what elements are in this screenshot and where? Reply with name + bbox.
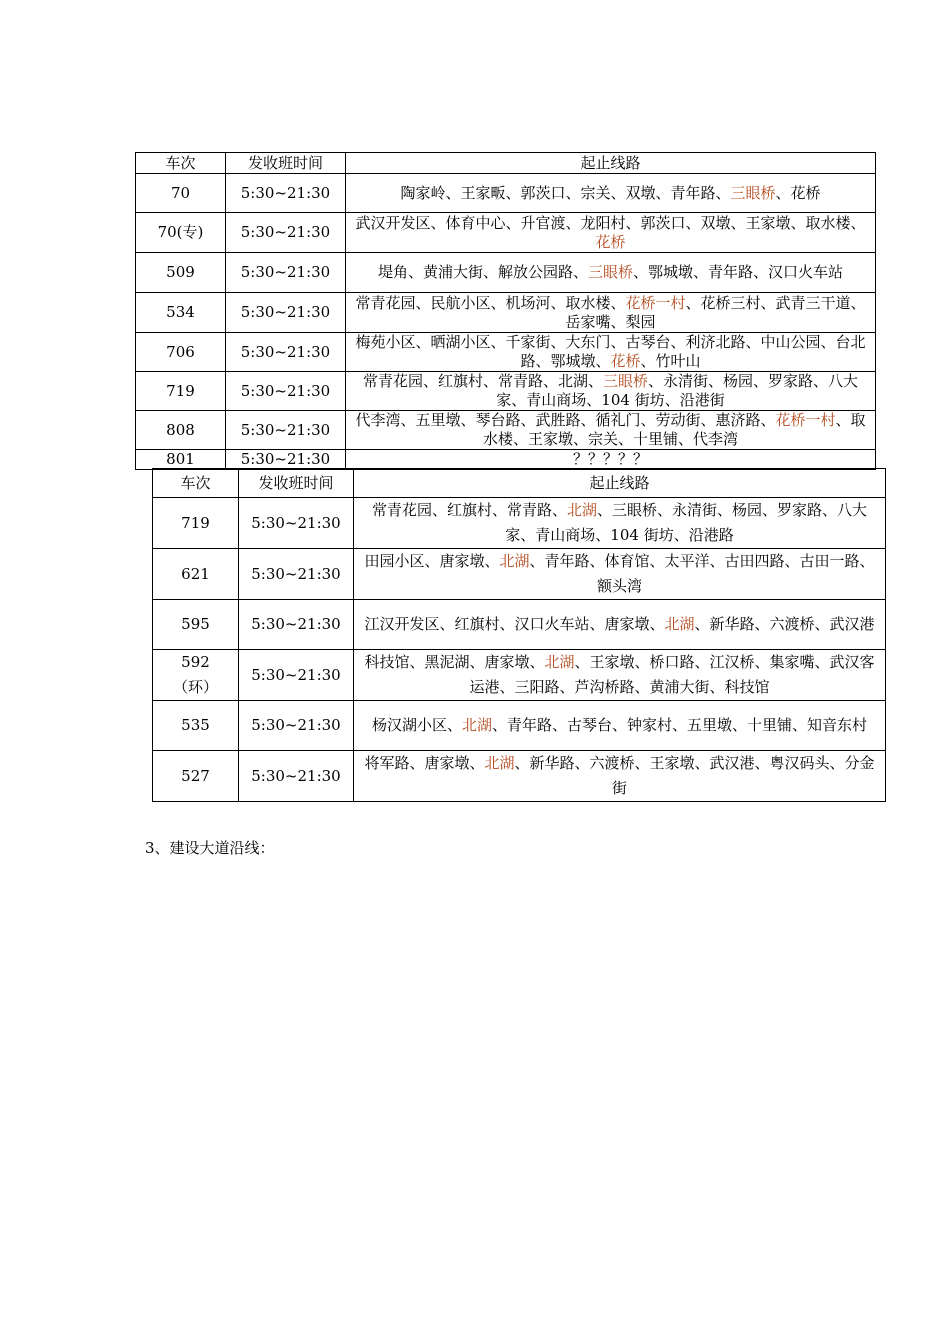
header-time: 发收班时间 — [239, 469, 354, 498]
route-number: 595 — [153, 600, 239, 650]
highlighted-stop: 三眼桥 — [730, 183, 776, 202]
service-time: 5:30~21:30 — [226, 213, 346, 253]
stop-text: 田园小区、唐家墩、 — [364, 552, 500, 570]
highlighted-stop: 三眼桥 — [587, 263, 633, 281]
table-row — [136, 450, 876, 470]
service-time: 5:30~21:30 — [239, 701, 354, 751]
stop-text: 、青年路、古琴台、钟家村、五里墩、十里铺、知音东村 — [492, 716, 868, 734]
service-time: 5:30~21:30 — [239, 600, 354, 650]
stop-text: 、新华路、六渡桥、王家墩、武汉港、粤汉码头、分金街 — [514, 754, 875, 797]
route-stops — [346, 293, 876, 333]
service-time: 5:30~21:30 — [239, 549, 354, 600]
stop-text: 梅苑小区、晒湖小区、千家街、大东门、古琴台、利济北路、中山公园、台北路、鄂城墩、 — [355, 333, 866, 370]
header-route: 车次 — [136, 153, 226, 174]
table-row — [153, 498, 886, 549]
stop-text: 陶家岭、王家畈、郭茨口、宗关、双墩、青年路、 — [400, 183, 731, 202]
service-time: 5:30~21:30 — [226, 372, 346, 411]
route-stops — [346, 450, 876, 470]
service-time: 5:30~21:30 — [226, 450, 346, 470]
stop-text: 杨汉湖小区、 — [371, 716, 462, 734]
table-row — [136, 333, 876, 372]
route-stops — [354, 701, 886, 751]
table-row — [153, 600, 886, 650]
stop-text: 武汉开发区、体育中心、升官渡、龙阳村、郭茨口、双墩、王家墩、取水楼、 — [355, 213, 866, 232]
table-row — [136, 213, 876, 253]
route-number: 592 （环） — [153, 650, 239, 701]
table-row — [153, 650, 886, 701]
stop-text: 将军路、唐家墩、 — [364, 754, 485, 772]
stop-text: 常青花园、红旗村、常青路、北湖、 — [362, 372, 603, 390]
stop-text: 、竹叶山 — [640, 352, 701, 370]
route-stops — [354, 751, 886, 802]
route-stops — [346, 372, 876, 411]
service-time: 5:30~21:30 — [226, 411, 346, 450]
table-body — [153, 498, 886, 802]
route-number: 621 — [153, 549, 239, 600]
stop-text: 科技馆、黑泥湖、唐家墩、 — [364, 653, 545, 671]
route-stops — [346, 411, 876, 450]
header-time: 发收班时间 — [226, 153, 346, 174]
route-number: 719 — [136, 372, 226, 411]
route-number: 509 — [136, 253, 226, 293]
stop-text: ？？？？？ — [572, 450, 648, 468]
table-body — [136, 174, 876, 470]
stop-text: 、永清街、杨园、罗家路、八大家、青山商场、104 街坊、沿港街 — [496, 372, 859, 409]
service-time: 5:30~21:30 — [226, 333, 346, 372]
section-heading: 3、建设大道沿线： — [145, 839, 275, 857]
stop-text: 、三眼桥、永清街、杨园、罗家路、八大家、青山商场、104 街坊、沿港路 — [505, 501, 868, 544]
route-stops — [346, 333, 876, 372]
table-row — [153, 701, 886, 751]
stop-text: 代李湾、五里墩、琴台路、武胜路、循礼门、劳动街、惠济路、 — [355, 411, 776, 429]
highlighted-stop: 花桥 — [595, 232, 626, 251]
table-header-row — [153, 469, 886, 498]
highlighted-stop: 北湖 — [566, 501, 597, 519]
highlighted-stop: 北湖 — [544, 653, 575, 671]
highlighted-stop: 花桥一村 — [625, 293, 686, 312]
table-row — [153, 549, 886, 600]
service-time: 5:30~21:30 — [226, 253, 346, 293]
table-row — [136, 411, 876, 450]
stop-text: 、花桥 — [775, 183, 821, 202]
header-path: 起止线路 — [346, 153, 876, 174]
table-row — [136, 253, 876, 293]
highlighted-stop: 北湖 — [499, 552, 530, 570]
route-number: 719 — [153, 498, 239, 549]
route-stops — [354, 600, 886, 650]
stop-text: 、取水楼、王家墩、宗关、十里铺、代李湾 — [482, 411, 866, 448]
table-row — [153, 751, 886, 802]
stop-text: 、青年路、体育馆、太平洋、古田四路、古田一路、额头湾 — [529, 552, 875, 595]
route-stops — [354, 650, 886, 701]
service-time: 5:30~21:30 — [226, 293, 346, 333]
highlighted-stop: 花桥一村 — [775, 411, 836, 429]
route-number: 527 — [153, 751, 239, 802]
route-number: 535 — [153, 701, 239, 751]
stop-text: 、鄂城墩、青年路、汉口火车站 — [633, 263, 844, 281]
route-stops — [354, 498, 886, 549]
service-time: 5:30~21:30 — [239, 650, 354, 701]
route-stops — [346, 253, 876, 293]
stop-text: 、新华路、六渡桥、武汉港 — [694, 615, 875, 633]
highlighted-stop: 北湖 — [664, 615, 695, 633]
stop-text: 常青花园、民航小区、机场河、取水楼、 — [355, 293, 626, 312]
highlighted-stop: 三眼桥 — [602, 372, 648, 390]
bus-route-table-1 — [135, 152, 876, 470]
route-number: 808 — [136, 411, 226, 450]
route-number: 801 — [136, 450, 226, 470]
highlighted-stop: 花桥 — [610, 352, 641, 370]
route-number: 706 — [136, 333, 226, 372]
header-route: 车次 — [153, 469, 239, 498]
route-number: 70 — [136, 174, 226, 213]
service-time: 5:30~21:30 — [226, 174, 346, 213]
route-number: 70(专) — [136, 213, 226, 253]
header-path: 起止线路 — [354, 469, 886, 498]
stop-text: 、王家墩、桥口路、江汉桥、集家嘴、武汉客运港、三阳路、芦沟桥路、黄浦大街、科技馆 — [469, 653, 875, 696]
route-stops — [354, 549, 886, 600]
service-time: 5:30~21:30 — [239, 751, 354, 802]
stop-text: 堤角、黄浦大街、解放公园路、 — [377, 263, 588, 281]
highlighted-stop: 北湖 — [461, 716, 492, 734]
route-number: 534 — [136, 293, 226, 333]
route-stops — [346, 213, 876, 253]
table-row — [136, 174, 876, 213]
highlighted-stop: 北湖 — [484, 754, 515, 772]
stop-text: 、花桥三村、武青三干道、岳家嘴、梨园 — [565, 293, 866, 331]
route-stops — [346, 174, 876, 213]
stop-text: 江汉开发区、红旗村、汉口火车站、唐家墩、 — [364, 615, 665, 633]
table-header-row — [136, 153, 876, 174]
table-row — [136, 293, 876, 333]
stop-text: 常青花园、红旗村、常青路、 — [371, 501, 567, 519]
bus-route-table-2 — [152, 468, 886, 802]
table-row — [136, 372, 876, 411]
service-time: 5:30~21:30 — [239, 498, 354, 549]
